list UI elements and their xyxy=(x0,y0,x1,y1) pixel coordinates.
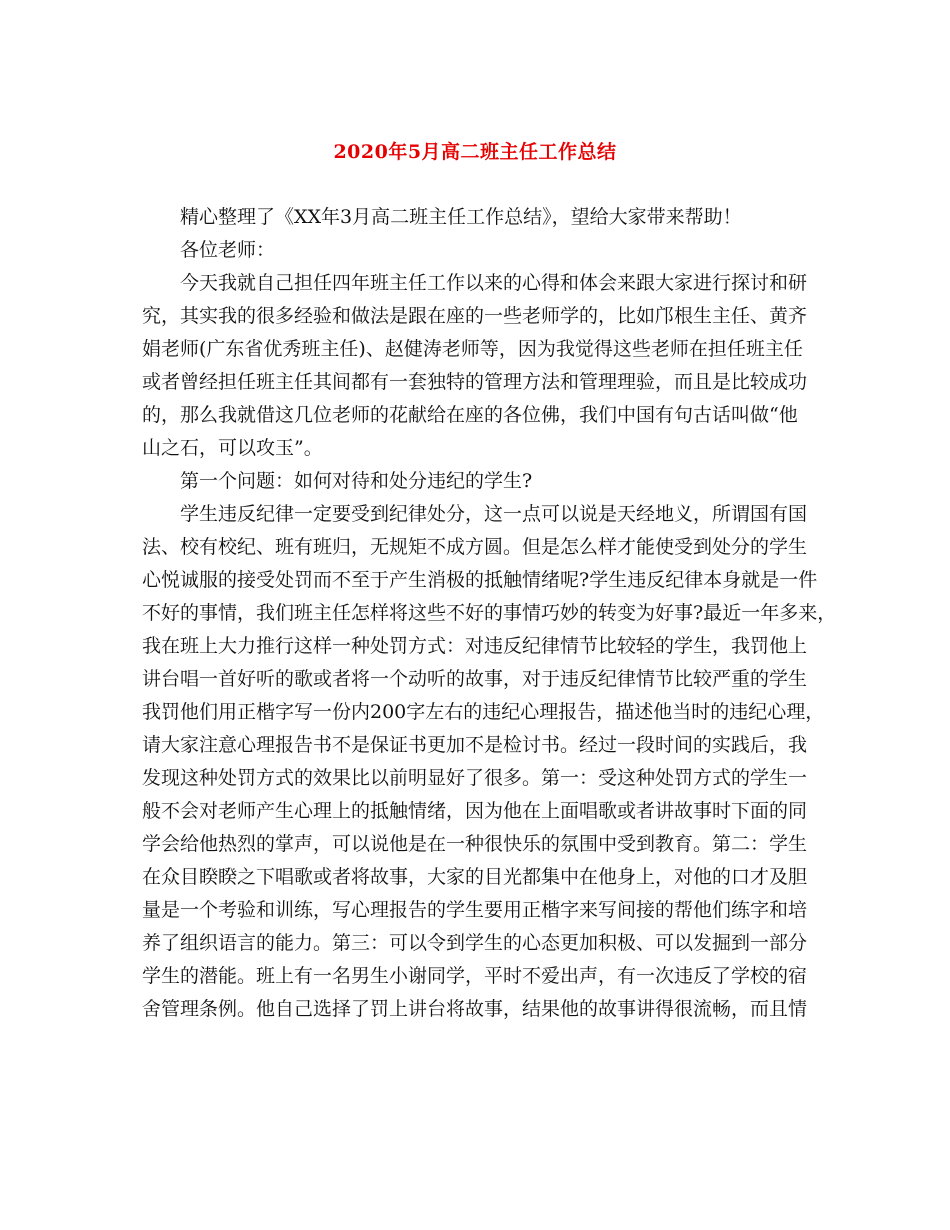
paragraph-line: 山之石，可以攻玉”。 xyxy=(142,437,323,459)
paragraph-salutation: 各位老师： xyxy=(180,239,276,261)
paragraph-line: 今天我就自己担任四年班主任工作以来的心得和体会来跟大家进行探讨和研 xyxy=(180,272,808,294)
document-title: 2020年5月高二班主任工作总结 xyxy=(333,141,617,163)
paragraph-line: 舍管理条例。他自己选择了罚上讲台将故事，结果他的故事讲得很流畅，而且情 xyxy=(142,998,808,1020)
paragraph-line: 般不会对老师产生心理上的抵触情绪，因为他在上面唱歌或者讲故事时下面的同 xyxy=(142,800,808,822)
paragraph-line: 发现这种处罚方式的效果比以前明显好了很多。第一：受这种处罚方式的学生一 xyxy=(142,767,808,789)
paragraph-line: 我在班上大力推行这样一种处罚方式：对违反纪律情节比较轻的学生，我罚他上 xyxy=(142,635,808,657)
paragraph-line: 讲台唱一首好听的歌或者将一个动听的故事，对于违反纪律情节比较严重的学生 xyxy=(142,668,808,690)
paragraph-line: 量是一个考验和训练，写心理报告的学生要用正楷字来写间接的帮他们练字和培 xyxy=(142,899,808,921)
paragraph-line: 养了组织语言的能力。第三：可以令到学生的心态更加积极、可以发掘到一部分 xyxy=(142,932,808,954)
paragraph-line: 我罚他们用正楷字写一份内200字左右的违纪心理报告，描述他当时的违纪心理， xyxy=(142,701,825,723)
paragraph-line: 法、校有校纪、班有班归，无规矩不成方圆。但是怎么样才能使受到处分的学生 xyxy=(142,536,808,558)
paragraph-line: 学生违反纪律一定要受到纪律处分，这一点可以说是天经地义，所谓国有国 xyxy=(180,503,808,525)
paragraph-line: 娟老师(广东省优秀班主任)、赵健涛老师等，因为我觉得这些老师在担任班主任 xyxy=(142,338,803,360)
document-body xyxy=(142,201,837,1026)
paragraph-line: 在众目睽睽之下唱歌或者将故事，大家的目光都集中在他身上，对他的口才及胆 xyxy=(142,866,808,888)
paragraph-line: 究，其实我的很多经验和做法是跟在座的一些老师学的，比如邝根生主任、黄齐 xyxy=(142,305,808,327)
paragraph-line: 请大家注意心理报告书不是保证书更加不是检讨书。经过一段时间的实践后，我 xyxy=(142,734,808,756)
paragraph-intro: 精心整理了《XX年3月高二班主任工作总结》，望给大家带来帮助！ xyxy=(180,206,742,228)
paragraph-line: 不好的事情，我们班主任怎样将这些不好的事情巧妙的转变为好事?最近一年多来， xyxy=(142,602,837,624)
paragraph-line: 心悦诚服的接受处罚而不至于产生消极的抵触情绪呢?学生违反纪律本身就是一件 xyxy=(142,569,818,591)
paragraph-line: 的，那么我就借这几位老师的花献给在座的各位佛，我们中国有句古话叫做“他 xyxy=(142,404,798,426)
section-heading: 第一个问题：如何对待和处分违纪的学生? xyxy=(180,470,533,492)
paragraph-line: 学生的潜能。班上有一名男生小谢同学，平时不爱出声，有一次违反了学校的宿 xyxy=(142,965,808,987)
paragraph-line: 学会给他热烈的掌声，可以说他是在一种很快乐的氛围中受到教育。第二：学生 xyxy=(142,833,808,855)
paragraph-line: 或者曾经担任班主任其间都有一套独特的管理方法和管理理验，而且是比较成功 xyxy=(142,371,808,393)
